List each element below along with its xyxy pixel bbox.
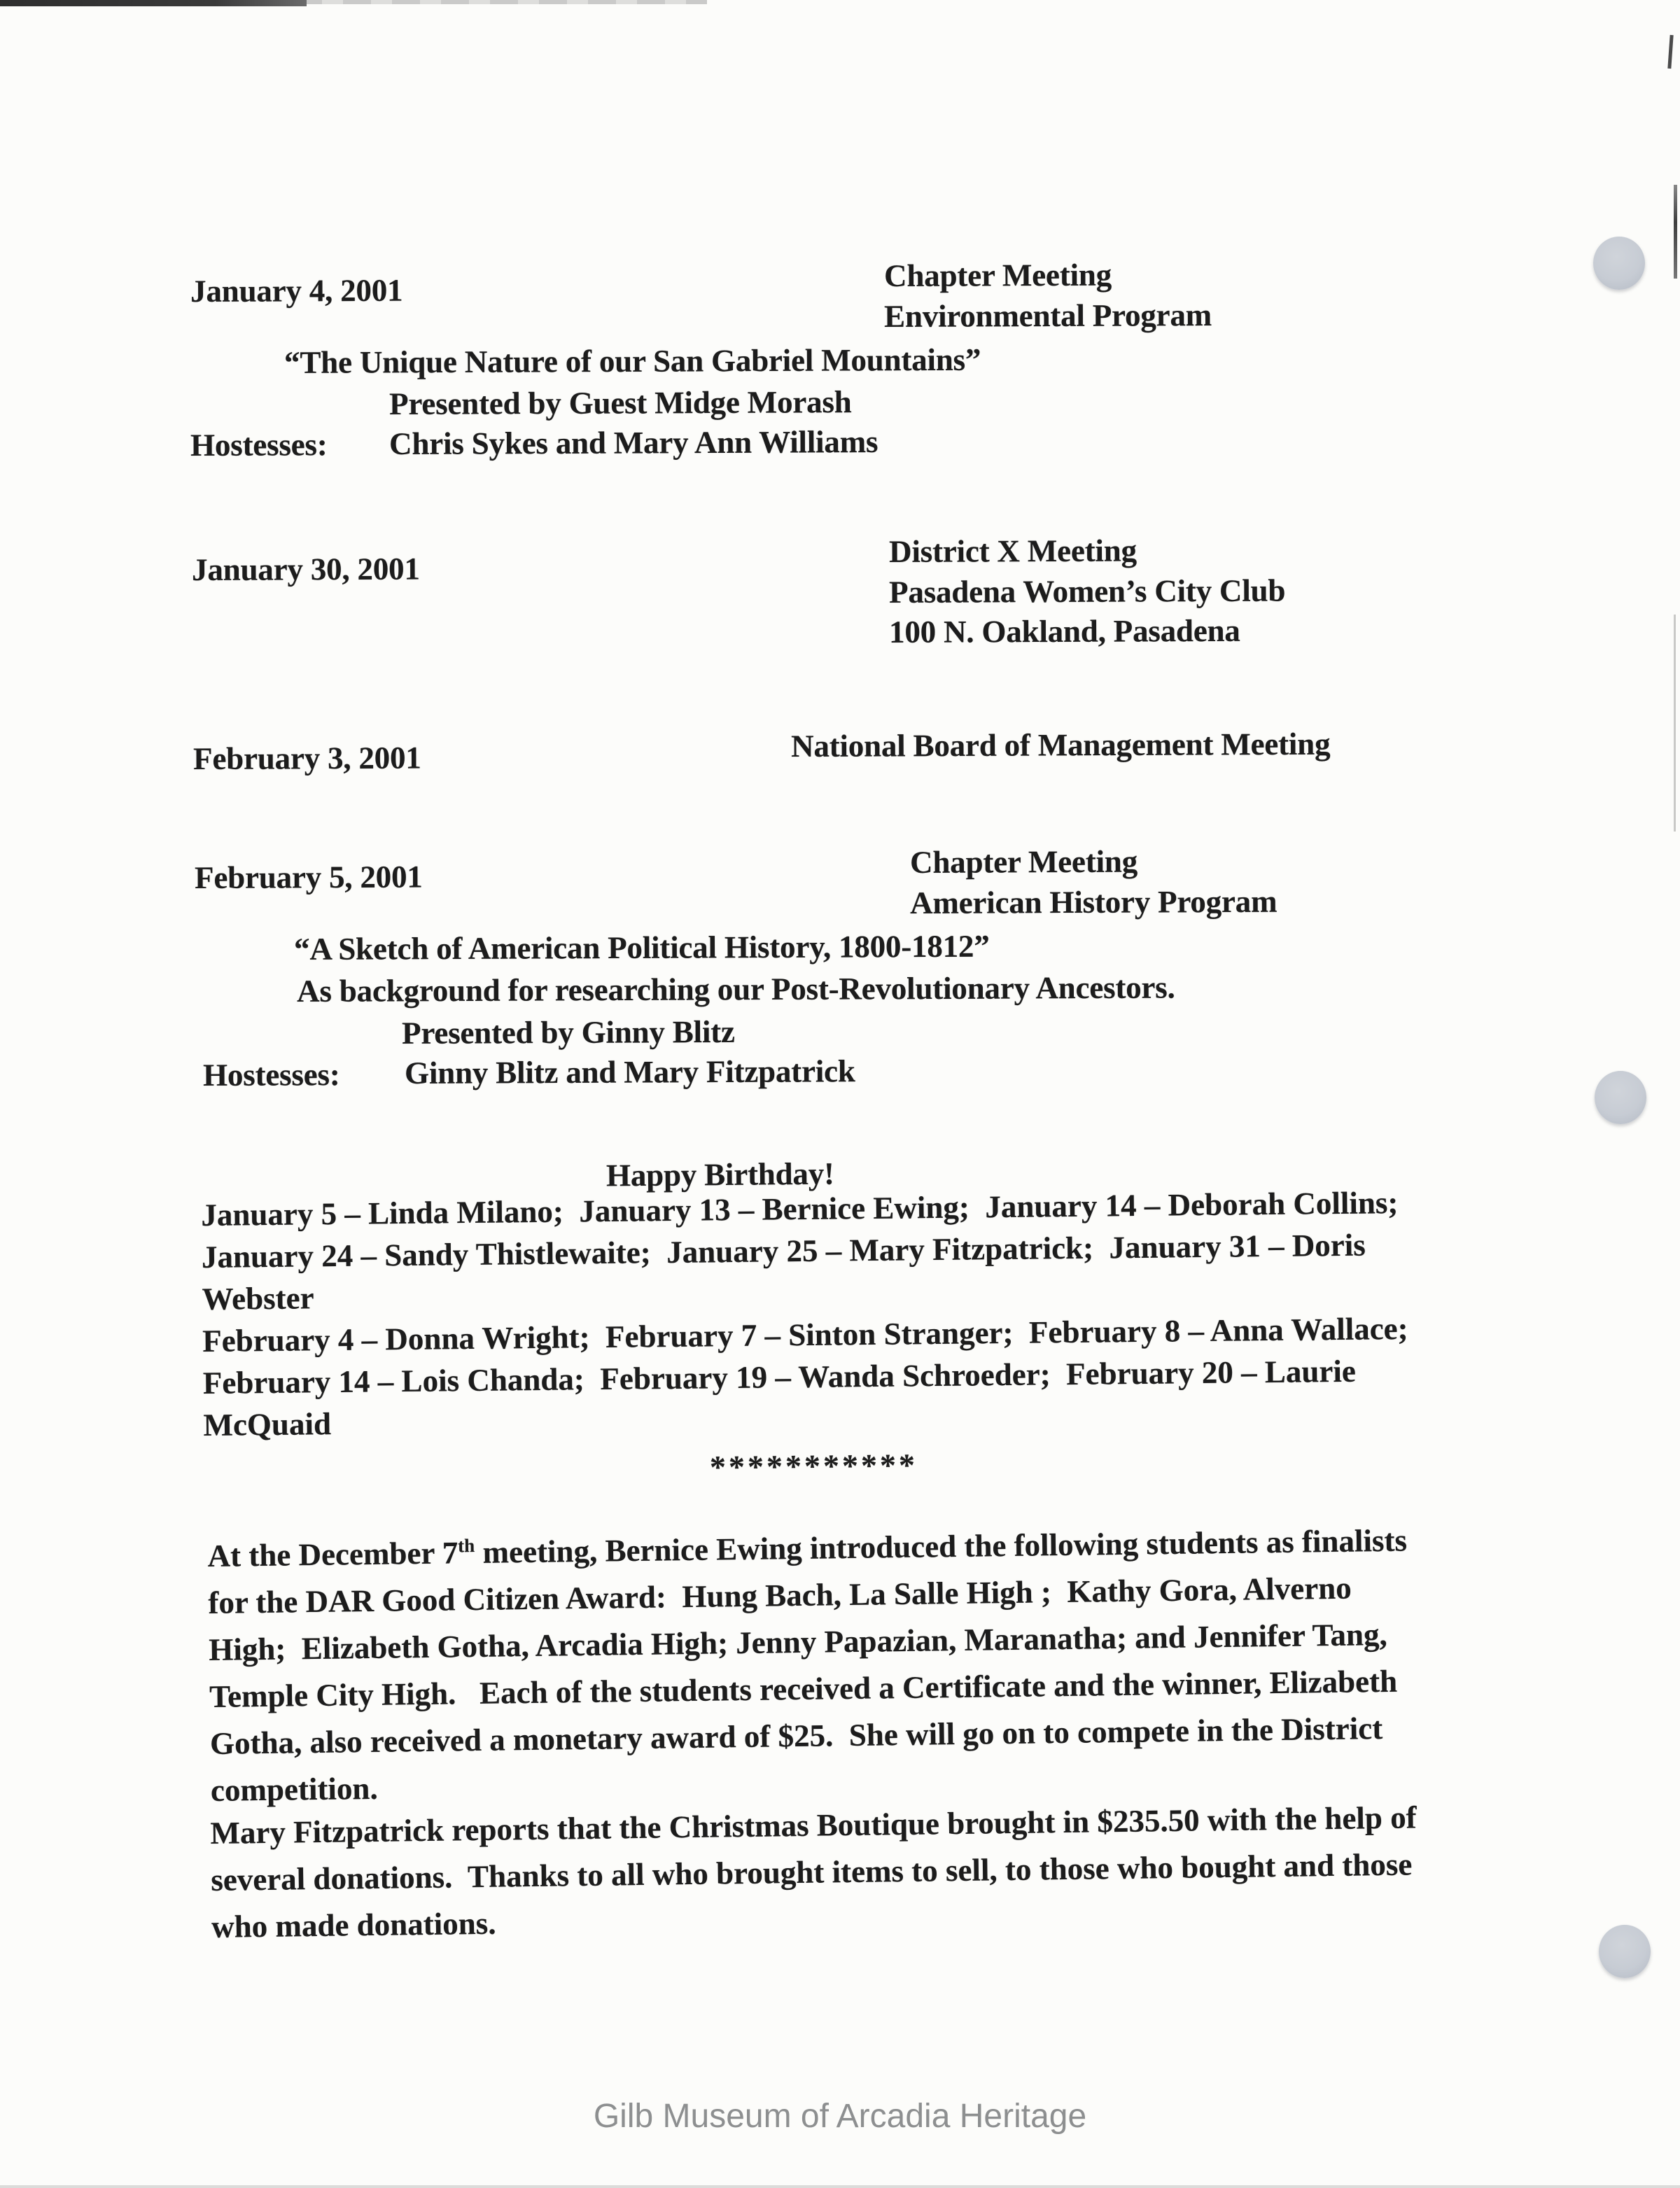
event-2-meeting-type: District X Meeting xyxy=(889,533,1137,569)
announcement-p2-line-2: several donations. Thanks to all who brought items to sell, to those who bought and those xyxy=(210,1846,1413,1898)
event-4-hostesses-label: Hostesses: xyxy=(203,1057,340,1093)
event-4-hostesses-names: Ginny Blitz and Mary Fitzpatrick xyxy=(405,1053,855,1091)
announcement-p1-line-4: Temple City High. Each of the students received a Certificate and the winner, Elizabeth xyxy=(209,1663,1398,1714)
p1-line1-after: meeting, Bernice Ewing introduced the following students as finalists xyxy=(474,1522,1408,1570)
event-1-presenter: Presented by Guest Midge Morash xyxy=(389,384,852,421)
birthdays-list xyxy=(201,1180,1534,1446)
event-1-date: January 4, 2001 xyxy=(190,272,403,309)
announcement-p1-line-6: competition. xyxy=(210,1770,378,1808)
birthdays-line-1: January 5 – Linda Milano; January 13 – Bernice Ewing; January 14 – Deborah Collins; xyxy=(201,1185,1399,1233)
event-2-venue: Pasadena Women’s City Club xyxy=(889,573,1286,610)
birthdays-line-3: Webster xyxy=(202,1280,314,1317)
event-1-meeting-type: Chapter Meeting xyxy=(884,257,1112,293)
event-4-program: American History Program xyxy=(910,883,1278,920)
announcement-p1-line-2: for the DAR Good Citizen Award: Hung Bach, La Salle High ; Kathy Gora, Alverno xyxy=(208,1570,1352,1620)
page-bottom-edge xyxy=(0,2185,1680,2188)
event-3-date: February 3, 2001 xyxy=(193,740,421,776)
event-4-presenter: Presented by Ginny Blitz xyxy=(402,1014,735,1051)
p1-line1-superscript: th xyxy=(457,1535,475,1557)
announcement-p2-line-3: who made donations. xyxy=(211,1905,496,1944)
announcement-p1-line-3: High; Elizabeth Gotha, Arcadia High; Jenny Papazian, Maranatha; and Jennifer Tang, xyxy=(208,1616,1388,1667)
event-4-quote: “A Sketch of American Political History, 1800-1812” xyxy=(294,928,990,967)
birthdays-title: Happy Birthday! xyxy=(606,1156,835,1193)
event-1-program: Environmental Program xyxy=(884,297,1212,334)
event-4-meeting-type: Chapter Meeting xyxy=(910,843,1138,880)
hole-punch-bottom xyxy=(1599,1925,1651,1978)
scan-artifact-bar-dark xyxy=(0,0,307,6)
event-4-date: February 5, 2001 xyxy=(195,859,423,895)
event-3-meeting-type: National Board of Management Meeting xyxy=(791,726,1331,764)
announcement-p1-line-5: Gotha, also received a monetary award of $25. She will go on to compete in the District xyxy=(209,1711,1383,1761)
event-1-hostesses-label: Hostesses: xyxy=(190,427,328,463)
event-1-hostesses-names: Chris Sykes and Mary Ann Williams xyxy=(389,423,878,461)
announcement-good-citizen xyxy=(207,1508,1527,1814)
birthdays-line-6: McQuaid xyxy=(203,1406,332,1443)
birthdays-line-2: January 24 – Sandy Thistlewaite; January 25 – Mary Fitzpatrick; January 31 – Doris xyxy=(201,1227,1366,1275)
event-1-quote: “The Unique Nature of our San Gabriel Mountains” xyxy=(284,342,981,380)
announcement-p2-line-1: Mary Fitzpatrick reports that the Christmas Boutique brought in $235.50 with the help of xyxy=(210,1800,1417,1851)
museum-footer: Gilb Museum of Arcadia Heritage xyxy=(593,2098,1087,2135)
event-4-subtitle: As background for researching our Post-Revolutionary Ancestors. xyxy=(297,969,1175,1009)
announcement-christmas-boutique xyxy=(210,1793,1527,1951)
p1-line1-before: At the December 7 xyxy=(207,1535,458,1573)
hole-punch-top xyxy=(1593,237,1645,290)
event-2-address: 100 N. Oakland, Pasadena xyxy=(889,612,1240,650)
event-2-date: January 30, 2001 xyxy=(192,551,420,587)
scan-scratch-right-faint xyxy=(1674,615,1676,832)
scan-scratch-top-right xyxy=(1667,35,1673,69)
birthdays-line-5: February 14 – Lois Chanda; February 19 – Wanda Schroeder; February 20 – Laurie xyxy=(202,1353,1357,1401)
hole-punch-middle xyxy=(1595,1071,1646,1124)
scan-scratch-right-edge xyxy=(1674,185,1677,279)
asterisk-divider: *********** xyxy=(709,1447,918,1485)
birthdays-line-4: February 4 – Donna Wright; February 7 – Sinton Stranger; February 8 – Anna Wallace; xyxy=(202,1310,1408,1359)
